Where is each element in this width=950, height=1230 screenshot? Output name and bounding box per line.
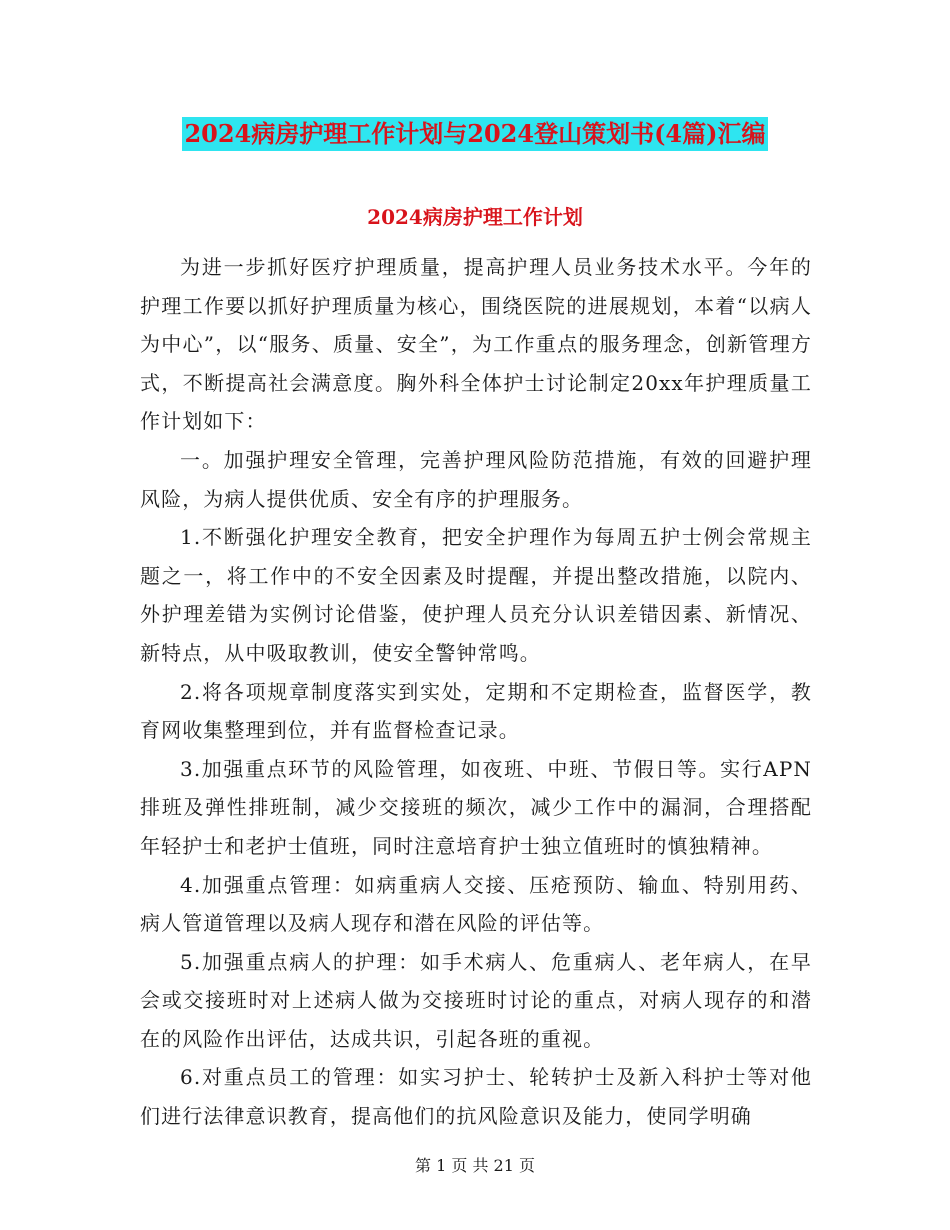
paragraph: 为进一步抓好医疗护理质量，提高护理人员业务技术水平。今年的护理工作要以抓好护理质量为核心，围绕医院的进展规划，本着“以病人为中心”，以“服务、质量、安全”，为工作重点的服务理念，创新管理方式，不断提高社会满意度。胸外科全体护士讨论制定20xx年护理质量工作计划如下： [140, 255, 812, 434]
paragraph: 2.将各项规章制度落实到实处，定期和不定期检查，监督医学，教育网收集整理到位，并有监督检查记录。 [140, 679, 812, 743]
paragraph: 6.对重点员工的管理：如实习护士、轮转护士及新入科护士等对他们进行法律意识教育，提高他们的抗风险意识及能力，使同学明确 [140, 1065, 812, 1129]
paragraph: 1.不断强化护理安全教育，把安全护理作为每周五护士例会常规主题之一，将工作中的不安全因素及时提醒，并提出整改措施，以院内、外护理差错为实例讨论借鉴，使护理人员充分认识差错因素、新情况、新特点，从中吸取教训，使安全警钟常鸣。 [140, 525, 812, 665]
paragraph: 5.加强重点病人的护理：如手术病人、危重病人、老年病人，在早会或交接班时对上述病人做为交接班时讨论的重点，对病人现存的和潜在的风险作出评估，达成共识，引起各班的重视。 [140, 949, 812, 1051]
paragraph: 4.加强重点管理：如病重病人交接、压疮预防、输血、特别用药、病人管道管理以及病人现存和潜在风险的评估等。 [140, 872, 812, 936]
document-title-text: 2024病房护理工作计划与2024登山策划书(4篇)汇编 [182, 117, 767, 151]
paragraph: 一。加强护理安全管理，完善护理风险防范措施，有效的回避护理风险，为病人提供优质、安全有序的护理服务。 [140, 447, 812, 511]
paragraph: 3.加强重点环节的风险管理，如夜班、中班、节假日等。实行APN排班及弹性排班制，减少交接班的频次，减少工作中的漏洞，合理搭配年轻护士和老护士值班，同时注意培育护士独立值班时的慎独精神。 [140, 756, 812, 858]
body-text [140, 248, 812, 1136]
section-title: 2024病房护理工作计划 [367, 205, 583, 229]
page-footer: 第 1 页 共 21 页 [415, 1156, 535, 1175]
document-title [0, 112, 950, 151]
